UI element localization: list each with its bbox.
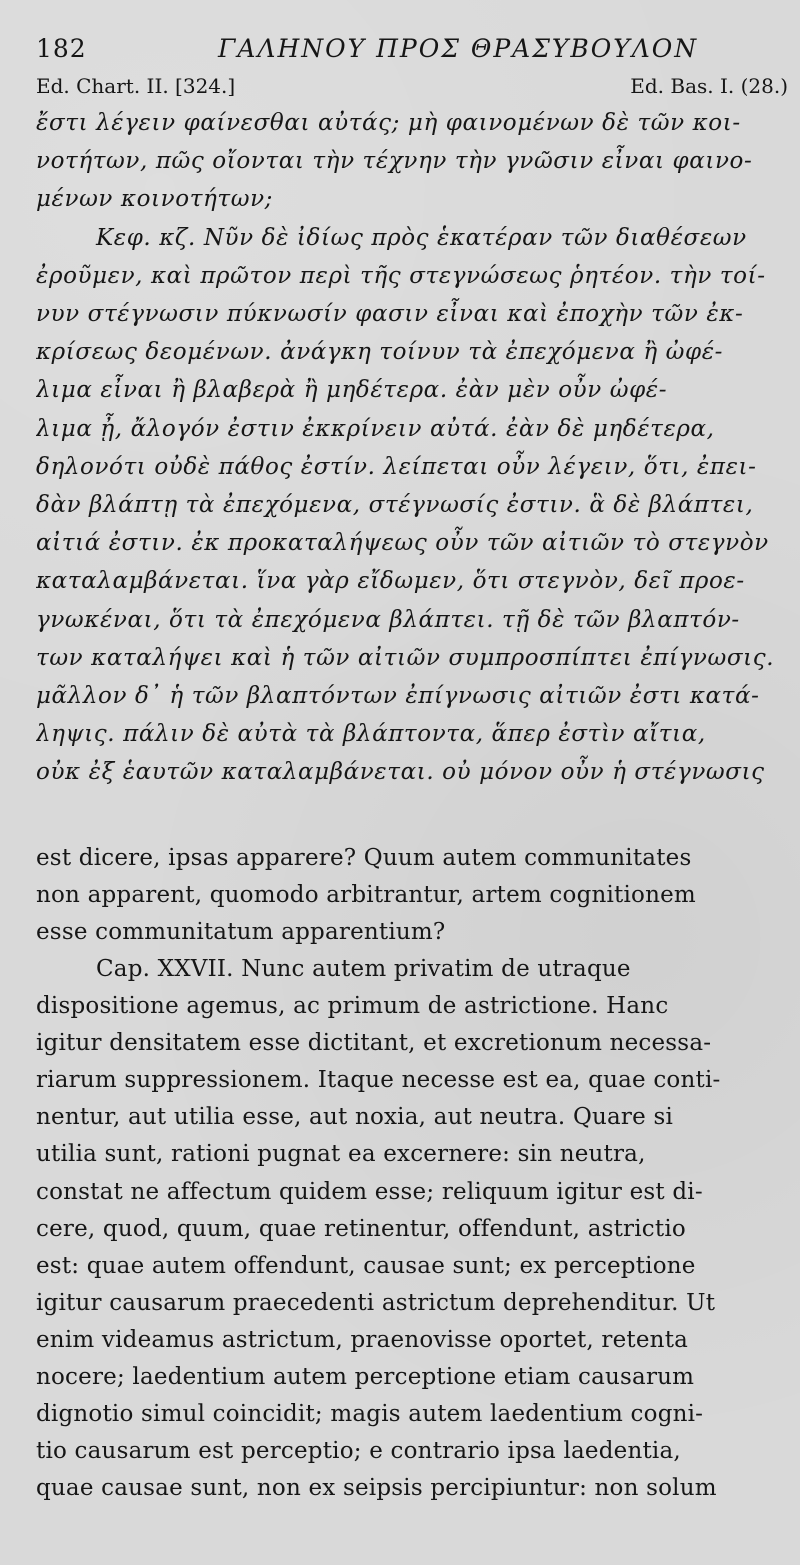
latin-line: dispositione agemus, ac primum de astrictione. Hanc — [36, 993, 669, 1020]
edition-reference-right: Ed. Bas. I. (28.) — [630, 74, 788, 98]
latin-chapter-line: Cap. XXVII. Nunc autem privatim de utraque — [96, 955, 631, 982]
greek-line: αἰτιά ἐστιν. ἐκ προκαταλήψεως οὖν τῶν αἰτιῶν τὸ στεγνὸν — [36, 530, 769, 557]
latin-line: utilia sunt, rationi pugnat ea excernere: sin neutra, — [36, 1141, 646, 1168]
edition-reference-line — [36, 74, 796, 104]
greek-chapter-line: Κεφ. κζ. Νῦν δὲ ἰδίως πρὸς ἑκατέραν τῶν διαθέσεων — [96, 224, 747, 251]
greek-line: λιμα ᾖ, ἄλογόν ἐστιν ἐκκρίνειν αὐτά. ἐὰν δὲ μηδέτερα, — [36, 415, 715, 442]
latin-line: quae causae sunt, non ex seipsis percipiuntur: non solum — [36, 1475, 717, 1502]
latin-line: esse communitatum apparentium? — [36, 918, 446, 945]
greek-line: των καταλήψει καὶ ἡ τῶν αἰτιῶν συμπροσπίπτει ἐπίγνωσις. — [36, 644, 775, 671]
latin-line: riarum suppressionem. Itaque necesse est ea, quae conti- — [36, 1067, 721, 1094]
latin-line: nocere; laedentium autem perceptione etiam causarum — [36, 1363, 695, 1390]
latin-line: enim videamus astrictum, praenovisse oportet, retenta — [36, 1326, 689, 1353]
greek-line: δηλονότι οὐδὲ πάθος ἐστίν. λείπεται οὖν λέγειν, ὅτι, ἐπει- — [36, 453, 757, 480]
latin-text-block — [36, 840, 796, 1508]
greek-line: οὐκ ἐξ ἑαυτῶν καταλαμβάνεται. οὐ μόνον οὖν ἡ στέγνωσις — [36, 759, 765, 786]
latin-line: non apparent, quomodo arbitrantur, artem cognitionem — [36, 881, 696, 908]
latin-line: igitur causarum praecedenti astrictum deprehenditur. Ut — [36, 1289, 716, 1316]
greek-line: καταλαμβάνεται. ἵνα γὰρ εἴδωμεν, ὅτι στεγνὸν, δεῖ προε- — [36, 568, 745, 595]
edition-reference-left: Ed. Chart. II. [324.] — [36, 74, 236, 98]
latin-line: dignotio simul coincidit; magis autem laedentium cogni- — [36, 1401, 704, 1428]
page-number: 182 — [36, 34, 87, 63]
latin-line: tio causarum est perceptio; e contrario ipsa laedentia, — [36, 1438, 681, 1465]
latin-line: est: quae autem offendunt, causae sunt; ex perceptione — [36, 1252, 696, 1279]
latin-line: est dicere, ipsas apparere? Quum autem communitates — [36, 844, 692, 871]
greek-line: ληψις. πάλιν δὲ αὐτὰ τὰ βλάπτοντα, ἅπερ ἐστὶν αἴτια, — [36, 721, 706, 748]
greek-line: ἐροῦμεν, καὶ πρῶτον περὶ τῆς στεγνώσεως ῥητέον. τὴν τοί- — [36, 262, 766, 289]
greek-text-block — [36, 104, 796, 792]
greek-line: νυν στέγνωσιν πύκνωσίν φασιν εἶναι καὶ ἐποχὴν τῶν ἐκ- — [36, 301, 744, 328]
running-head — [36, 34, 796, 74]
latin-line: constat ne affectum quidem esse; reliquum igitur est di- — [36, 1178, 703, 1205]
greek-line: μᾶλλον δ᾽ ἡ τῶν βλαπτόντων ἐπίγνωσις αἰτιῶν ἐστι κατά- — [36, 683, 760, 710]
greek-line: γνωκέναι, ὅτι τὰ ἐπεχόμενα βλάπτει. τῇ δὲ τῶν βλαπτόν- — [36, 606, 740, 633]
greek-line: νοτήτων, πῶς οἴονται τὴν τέχνην τὴν γνῶσιν εἶναι φαινο- — [36, 148, 753, 175]
latin-line: nentur, aut utilia esse, aut noxia, aut neutra. Quare si — [36, 1104, 674, 1131]
latin-line: igitur densitatem esse dictitant, et excretionum necessa- — [36, 1030, 712, 1057]
greek-line: δὰν βλάπτῃ τὰ ἐπεχόμενα, στέγνωσίς ἐστιν. ἃ δὲ βλάπτει, — [36, 492, 754, 519]
latin-line: cere, quod, quum, quae retinentur, offendunt, astrictio — [36, 1215, 686, 1242]
greek-line: μένων κοινοτήτων; — [36, 186, 274, 213]
running-title: ΓΑΛΗΝΟΥ ΠΡΟΣ ΘΡΑΣΥΒΟΥΛΟΝ — [218, 34, 699, 63]
greek-line: λιμα εἶναι ἢ βλαβερὰ ἢ μηδέτερα. ἐὰν μὲν οὖν ὠφέ- — [36, 377, 668, 404]
greek-line: ἔστι λέγειν φαίνεσθαι αὐτάς; μὴ φαινομένων δὲ τῶν κοι- — [36, 110, 741, 136]
greek-line: κρίσεως δεομένων. ἀνάγκη τοίνυν τὰ ἐπεχόμενα ἢ ὠφέ- — [36, 339, 724, 366]
